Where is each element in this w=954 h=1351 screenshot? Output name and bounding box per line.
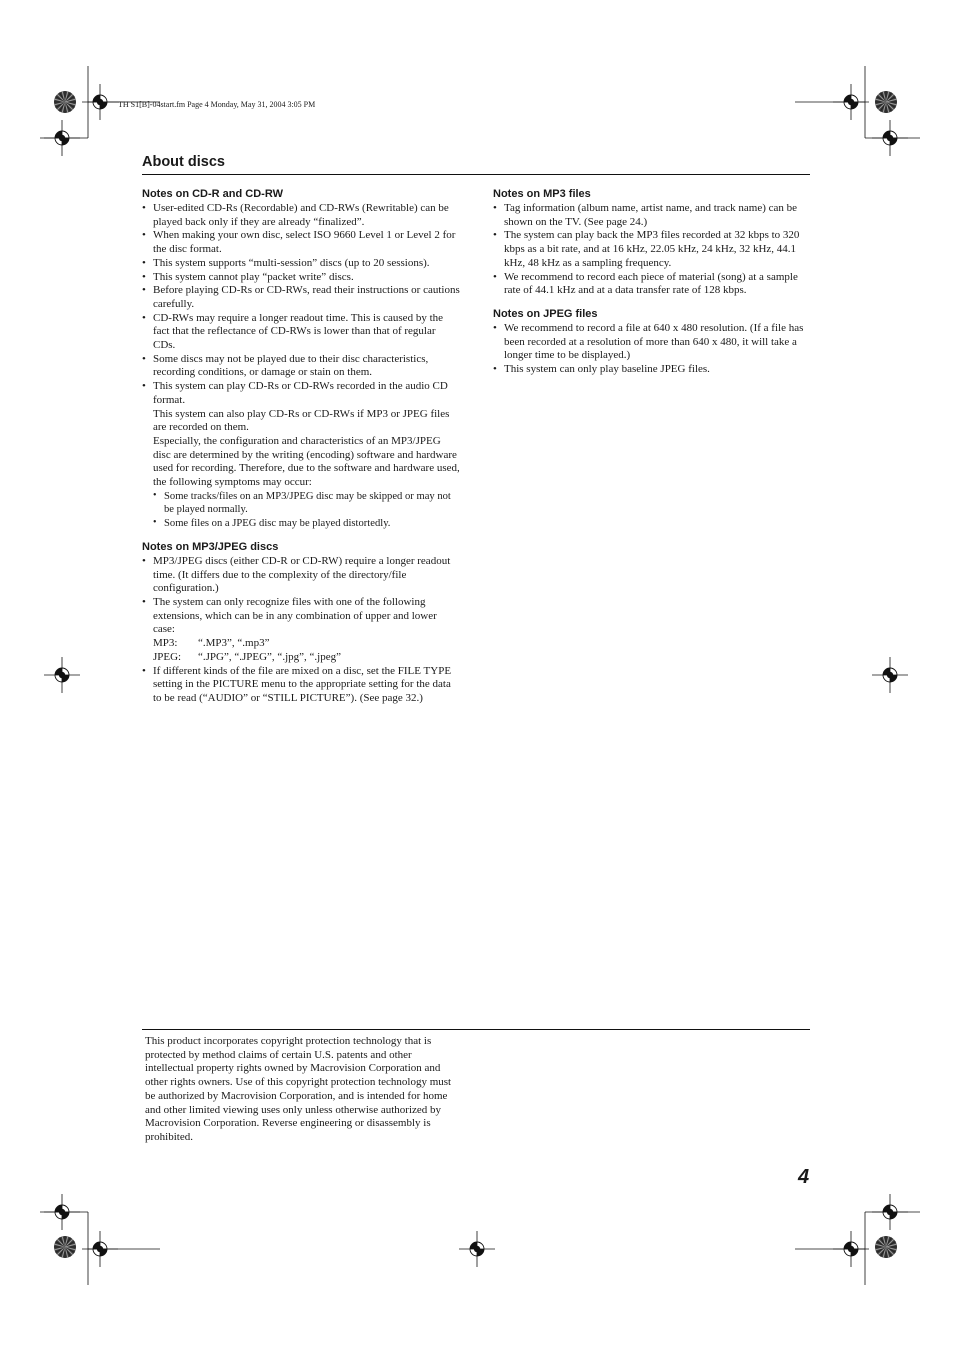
cdr-audio-paragraph: This system can also play CD-Rs or CD-RWs if MP3 or JPEG files are recorded on them. [153,407,450,434]
mp3-bullet-item: • We recommend to record each piece of material (song) at a sample rate of 44.1 kHz and at a data transfer rate of 128 kbps. [493,270,798,297]
registration-target-icon [872,120,908,156]
bullet-icon: • [493,270,497,283]
mp3jpeg-bullet-item: • If different kinds of the file are mixed on a disc, set the FILE TYPE setting in the PICTURE menu to the appropriate setting for the data to be read (“AUDIO” or “STILL PICTURE”). (See page 32.) [142,664,452,704]
symptom-item: • Some tracks/files on an MP3/JPEG disc may be skipped or may not be played normally. [153,489,451,516]
registration-target-icon [872,1194,908,1230]
registration-target-icon [82,84,118,120]
bullet-icon: • [142,380,146,393]
bullet-icon: • [142,352,146,365]
jpeg-bullet-item: • We recommend to record a file at 640 x 480 resolution. (If a file has been recorded at a resolution of more than 640 x 480, it will take a longer time to be displayed.) [493,321,804,362]
mp3jpeg-bullet-item: • MP3/JPEG discs (either CD-R or CD-RW) require a longer readout time. (It differs due to the complexity of the directory/file configuration.) [142,554,451,595]
color-wheel-icon [54,1236,76,1258]
registration-target-icon [833,1231,869,1267]
bullet-icon: • [142,229,146,242]
cdr-bullet-item: • When making your own disc, select ISO 9660 Level 1 or Level 2 for the disc format. [142,229,456,256]
mp3-bullet-item: • Tag information (album name, artist name, and track name) can be shown on the TV. (See page 24.) [493,202,798,228]
footer-divider [142,1029,810,1030]
registration-target-icon [82,1231,118,1267]
bullet-icon: • [142,202,146,214]
cdr-bullet-item: • This system supports “multi-session” discs (up to 20 sessions). [142,256,430,269]
registration-target-icon [44,657,80,693]
cdr-bullet-item: • This system cannot play “packet write” discs. [142,270,354,283]
bullet-icon: • [493,202,497,214]
registration-target-icon [44,120,80,156]
bullet-icon: • [493,229,497,242]
color-wheel-icon [875,91,897,113]
bullet-icon: • [493,321,497,334]
bullet-icon: • [142,270,146,283]
section-title: About discs [142,154,225,170]
extension-row-mp3: MP3: “.MP3”, “.mp3” [153,637,270,650]
registration-target-icon [833,84,869,120]
jpeg-heading: Notes on JPEG files [493,307,598,320]
mp3jpeg-heading: Notes on MP3/JPEG discs [142,540,279,553]
left-column [142,187,460,706]
symptom-item: • Some files on a JPEG disc may be played distortedly. [153,517,391,530]
registration-target-icon [459,1231,495,1267]
copyright-notice: This product incorporates copyright protection technology that is protected by method claims of certain U.S. patents and other intellectual property rights owned by Macrovision Corporation and other rights owners. Use of this copyright protection technology must be authorized by Macrovision Corporation, and is intended for home and other limited viewing uses only unless otherwise authorized by Macrovision Corporation. Reverse engineering or disassembly is prohibited. [145,1035,452,1143]
bullet-icon: • [142,595,146,608]
mp3jpeg-bullet-item: • The system can only recognize files with one of the following extensions, which can be in any combination of upper and lower case: [142,595,437,636]
bullet-icon: • [142,256,146,269]
bullet-icon: • [142,284,146,297]
page-number: 4 [798,1166,810,1188]
sub-bullet-icon: • [153,489,157,501]
extension-row-jpeg: JPEG: “.JPG”, “.JPEG”, “.jpg”, “.jpeg” [153,650,341,663]
jpeg-bullet-item: • This system can only play baseline JPEG files. [493,363,710,376]
color-wheel-icon [875,1236,897,1258]
section-divider [142,174,810,175]
mp3-heading: Notes on MP3 files [493,188,591,200]
mp3-bullet-item: • The system can play back the MP3 files recorded at 32 kbps to 320 kbps as a bit rate, and at 16 kHz, 22.05 kHz, 24 kHz, 32 kHz, 44.1 kHz, 48 kHz as a sampling frequency. [493,229,800,269]
registration-target-icon [872,657,908,693]
bullet-icon: • [142,664,146,677]
bullet-icon: • [142,311,146,324]
cdr-bullet-item: • Some discs may not be played due to their disc characteristics, recording conditions, or damage or stain on them. [142,352,429,379]
bullet-icon: • [493,363,497,376]
registration-target-icon [44,1194,80,1230]
right-column [493,187,811,377]
sub-bullet-icon: • [153,517,157,529]
file-header: TH S1[B]-04start.fm Page 4 Monday, May 31, 2004 3:05 PM [118,100,316,109]
cdr-audio-paragraph: Especially, the configuration and characteristics of an MP3/JPEG disc are determined by the writing (encoding) software and hardware used for recording. Therefore, due to the software and hardware used, the following symptoms may occur: [153,434,460,489]
cdr-heading: Notes on CD-R and CD-RW [142,188,283,200]
bullet-icon: • [142,554,146,567]
cdr-bullet-item: • CD-RWs may require a longer readout time. This is caused by the fact that the reflectance of CD-RWs is lower than that of regular CDs. [142,311,444,352]
cdr-bullet-item: • Before playing CD-Rs or CD-RWs, read their instructions or cautions carefully. [142,284,460,310]
cdr-bullet-item: • User-edited CD-Rs (Recordable) and CD-RWs (Rewritable) can be played back only if they are already “finalized”. [142,202,449,228]
cdr-audio-bullet: • This system can play CD-Rs or CD-RWs recorded in the audio CD format. [142,380,448,406]
color-wheel-icon [54,91,76,113]
